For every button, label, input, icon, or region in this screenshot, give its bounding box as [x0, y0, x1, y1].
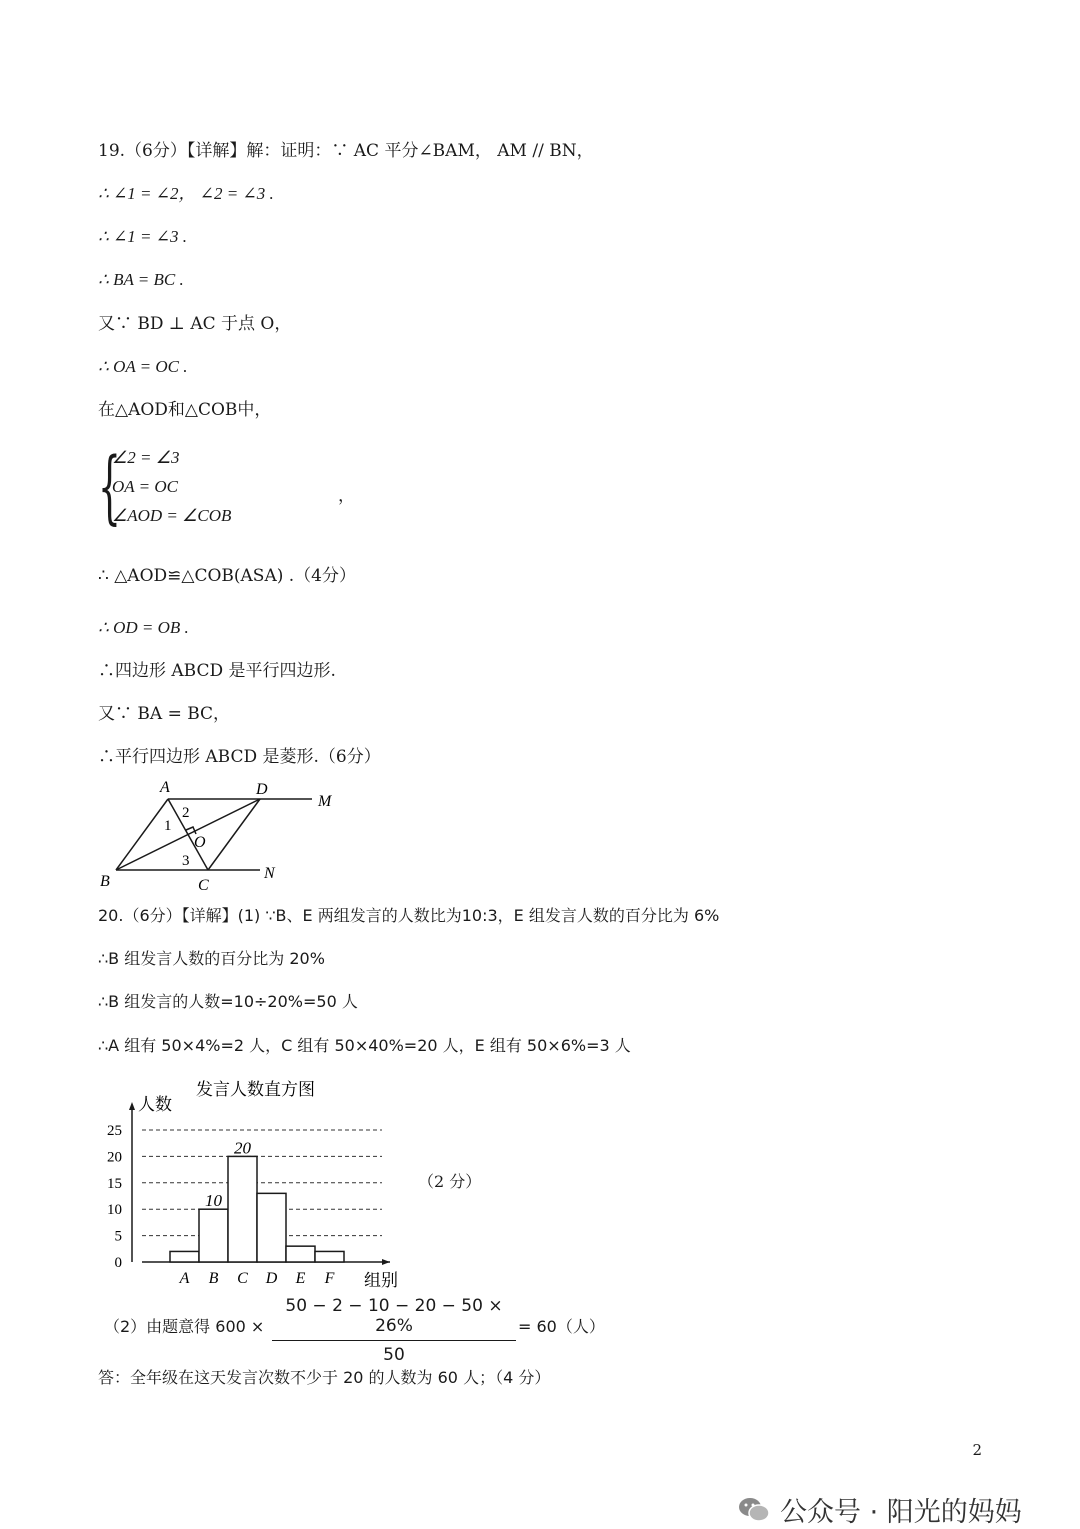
system-row-3: ∠AOD = ∠COB: [112, 506, 232, 525]
q19-line-11: 又∵ BA = BC，: [98, 704, 231, 724]
wechat-icon: [738, 1496, 770, 1524]
q19-line-2: ∴ ∠1 = ∠2， ∠2 = ∠3 .: [98, 184, 274, 203]
x-tick-label: B: [208, 1270, 219, 1287]
y-tick-label: 0: [114, 1255, 122, 1271]
q19-line-9: ∴ OD = OB .: [98, 618, 189, 637]
q19-line-3: ∴ ∠1 = ∠3 .: [98, 227, 188, 246]
watermark: [738, 1490, 1022, 1529]
y-tick-label: 5: [114, 1228, 122, 1245]
label-c: C: [198, 877, 209, 894]
q19-line-10: ∴四边形 ABCD 是平行四边形.: [98, 661, 336, 681]
q20-part2-suffix: = 60（人）: [518, 1317, 605, 1336]
x-tick-label: D: [265, 1270, 278, 1287]
x-tick-label: C: [237, 1270, 248, 1287]
bar-f: [315, 1251, 344, 1262]
y-axis-label: 人数: [138, 1095, 172, 1115]
q19-line-4: ∴ BA = BC .: [98, 270, 184, 289]
chart-title: 发言人数直方图: [196, 1080, 315, 1100]
rhombus-figure: [90, 772, 360, 898]
q19-line-7: 在△AOD和△COB中，: [98, 400, 272, 420]
label-b: B: [100, 873, 110, 890]
q20-fraction: [272, 1296, 516, 1365]
q20-line-2: ∴B 组发言人数的百分比为 20%: [98, 949, 325, 968]
data-label: 20: [234, 1138, 251, 1158]
y-tick-label: 15: [107, 1175, 122, 1192]
x-tick-label: F: [324, 1270, 335, 1287]
system-comma: ，: [338, 486, 355, 506]
label-d: D: [256, 781, 268, 798]
q19-line-1: 19.（6分）【详解】解：证明：∵ AC 平分∠BAM， AM // BN，: [98, 141, 594, 161]
q19-line-6: ∴ OA = OC .: [98, 357, 188, 376]
data-label: 10: [205, 1191, 222, 1211]
q19-line-8: ∴ △AOD≌△COB(ASA) .（4分）: [98, 566, 356, 586]
fraction-denominator: 50: [383, 1345, 405, 1365]
label-n: N: [264, 865, 275, 882]
x-axis-arrow: [382, 1259, 390, 1265]
bar-b: [199, 1209, 228, 1262]
y-tick-label: 25: [107, 1123, 122, 1139]
q20-part2-prefix: （2）由题意得 600 ×: [104, 1317, 265, 1336]
label-a: A: [160, 779, 170, 796]
system-row-1: ∠2 = ∠3: [112, 448, 180, 467]
system-row-2: OA = OC: [112, 477, 178, 496]
bar-a: [170, 1251, 199, 1262]
equation-system: [98, 440, 355, 533]
y-tick-label: 20: [107, 1149, 122, 1166]
x-tick-label: E: [295, 1270, 306, 1287]
fraction-numerator: 50 − 2 − 10 − 20 − 50 × 26%: [272, 1296, 516, 1341]
bar-d: [257, 1193, 286, 1262]
bar-e: [286, 1246, 315, 1262]
histogram-chart: [98, 1070, 418, 1290]
label-angle-1: 1: [164, 818, 172, 834]
y-axis-arrow: [129, 1102, 135, 1110]
q20-score-note: （2 分）: [418, 1172, 482, 1191]
q20-answer: 答：全年级在这天发言次数不少于 20 的人数为 60 人；（4 分）: [98, 1368, 551, 1387]
label-o: O: [194, 834, 206, 851]
left-brace: {: [98, 440, 121, 533]
q20-line-4: ∴A 组有 50×4%=2 人，C 组有 50×40%=20 人，E 组有 50×6%=3 人: [98, 1036, 631, 1055]
x-axis-label: 组别: [364, 1271, 398, 1290]
bar-c: [228, 1156, 257, 1262]
q19-line-5: 又∵ BD ⊥ AC 于点 O，: [98, 314, 292, 334]
label-angle-3: 3: [182, 853, 190, 869]
q20-line-1: 20.（6分）【详解】(1) ∵B、E 两组发言的人数比为10:3，E 组发言人数的百分比为 6%: [98, 906, 720, 925]
watermark-text: 公众号 · 阳光的妈妈: [780, 1497, 1022, 1528]
q19-line-12: ∴平行四边形 ABCD 是菱形.（6分）: [98, 747, 381, 767]
page-number: 2: [972, 1441, 982, 1459]
q20-line-3: ∴B 组发言的人数=10÷20%=50 人: [98, 992, 358, 1011]
x-tick-label: A: [179, 1270, 190, 1287]
y-tick-label: 10: [107, 1202, 122, 1219]
label-m: M: [318, 793, 332, 810]
label-angle-2: 2: [182, 805, 190, 821]
